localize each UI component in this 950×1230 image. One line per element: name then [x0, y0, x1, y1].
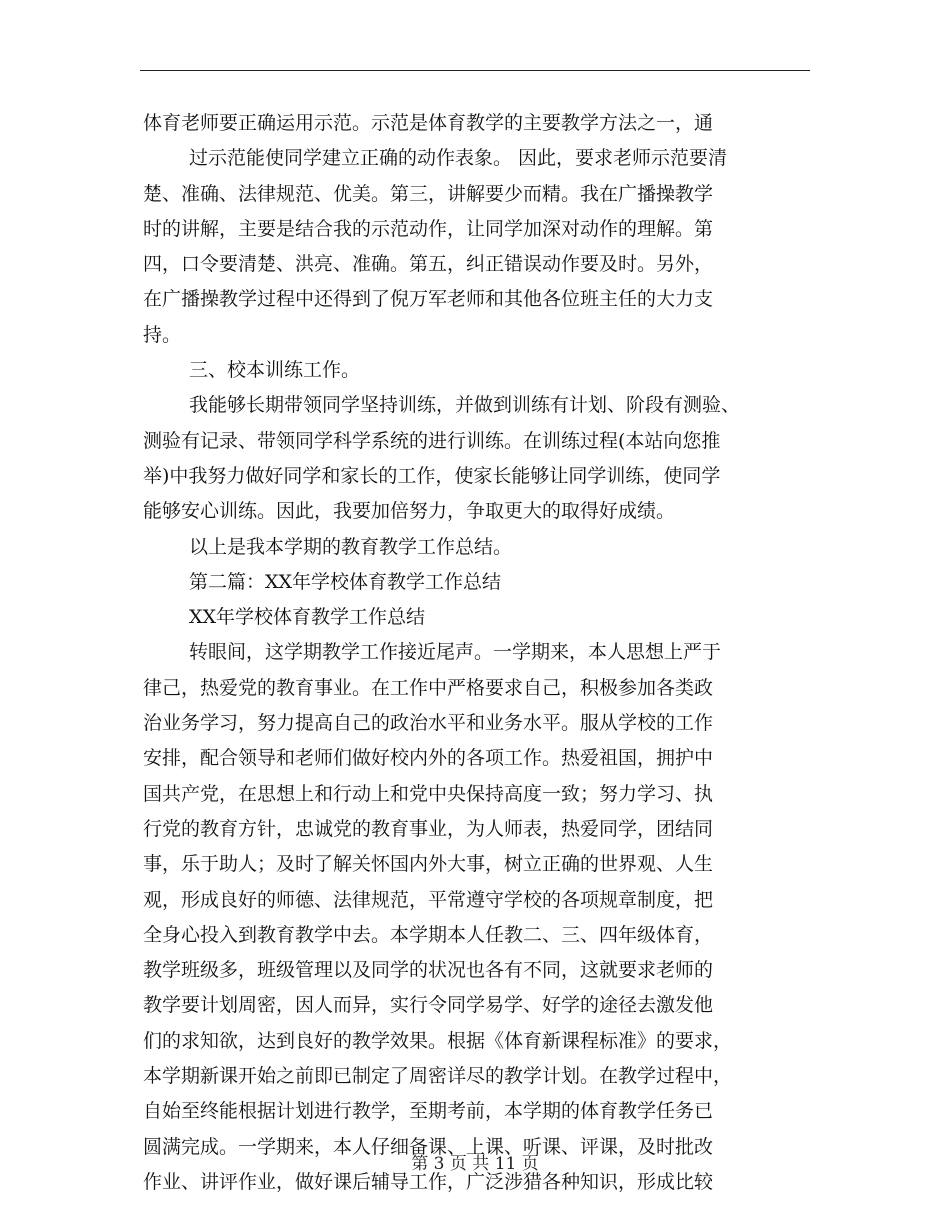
- article-subtitle: XX年学校体育教学工作总结: [189, 606, 426, 629]
- text-line: 作业、讲评作业，做好课后辅导工作，广泛涉猎各种知识，形成比较: [143, 1170, 714, 1193]
- text-line: 事，乐于助人；及时了解关怀国内外大事，树立正确的世界观、人生: [143, 853, 714, 876]
- text-line: 治业务学习，努力提高自己的政治水平和业务水平。服从学校的工作: [143, 712, 714, 735]
- text-line: 本学期新课开始之前即已制定了周密详尽的教学计划。在教学过程中，: [143, 1065, 733, 1088]
- text-line: 安排，配合领导和老师们做好校内外的各项工作。热爱祖国，拥护中: [143, 747, 714, 770]
- text-line: 时的讲解，主要是结合我的示范动作，让同学加深对动作的理解。第: [143, 217, 714, 240]
- article-title: 第二篇：XX年学校体育教学工作总结: [189, 570, 502, 593]
- header-rule: [140, 70, 810, 71]
- text-line: 我能够长期带领同学坚持训练，并做到训练有计划、阶段有测验、: [189, 394, 741, 417]
- text-line: 全身心投入到教育教学中去。本学期本人任教二、三、四年级体育，: [143, 923, 714, 946]
- section-heading: 三、校本训练工作。: [189, 359, 361, 382]
- text-line: 观，形成良好的师德、法律规范，平常遵守学校的各项规章制度，把: [143, 888, 714, 911]
- text-line: 持。: [143, 323, 182, 346]
- text-line: 自始至终能根据计划进行教学，至期考前，本学期的体育教学任务已: [143, 1100, 714, 1123]
- text-line: 转眼间，这学期教学工作接近尾声。一学期来，本人思想上严于: [189, 641, 722, 664]
- text-line: 在广播操教学过程中还得到了倪万军老师和其他各位班主任的大力支: [143, 288, 714, 311]
- text-line: 们的求知欲，达到良好的教学效果。根据《体育新课程标准》的要求，: [143, 1029, 733, 1052]
- text-line: 圆满完成。一学期来，本人仔细备课、上课、听课、评课，及时批改: [143, 1135, 714, 1158]
- text-line: 体育老师要正确运用示范。示范是体育教学的主要教学方法之一，通: [143, 112, 714, 134]
- text-line: 四，口令要清楚、洪亮、准确。第五，纠正错误动作要及时。另外，: [143, 253, 714, 276]
- text-line: 能够安心训练。因此，我要加倍努力，争取更大的取得好成绩。: [143, 500, 676, 523]
- page-footer: 第 3 页 共 11 页: [411, 1154, 539, 1174]
- text-line: 行党的教育方针，忠诚党的教育事业，为人师表，热爱同学，团结同: [143, 817, 714, 840]
- text-line: 过示范能使同学建立正确的动作表象。 因此，要求老师示范要清: [189, 147, 728, 170]
- text-line: 教学班级多，班级管理以及同学的状况也各有不同，这就要求老师的: [143, 959, 714, 982]
- text-line: 教学要计划周密，因人而异，实行令同学易学、好学的途径去激发他: [143, 994, 714, 1017]
- text-line: 以上是我本学期的教育教学工作总结。: [189, 535, 513, 558]
- text-line: 国共产党，在思想上和行动上和党中央保持高度一致；努力学习、执: [143, 782, 714, 805]
- text-line: 测验有记录、带领同学科学系统的进行训练。在训练过程(本站向您推: [143, 429, 721, 452]
- text-line: 律己，热爱党的教育事业。在工作中严格要求自己，积极参加各类政: [143, 676, 714, 699]
- document-body: [143, 106, 813, 1200]
- text-line: 举)中我努力做好同学和家长的工作，使家长能够让同学训练，使同学: [143, 464, 721, 487]
- text-line: 楚、准确、法律规范、优美。第三，讲解要少而精。我在广播操教学: [143, 182, 714, 205]
